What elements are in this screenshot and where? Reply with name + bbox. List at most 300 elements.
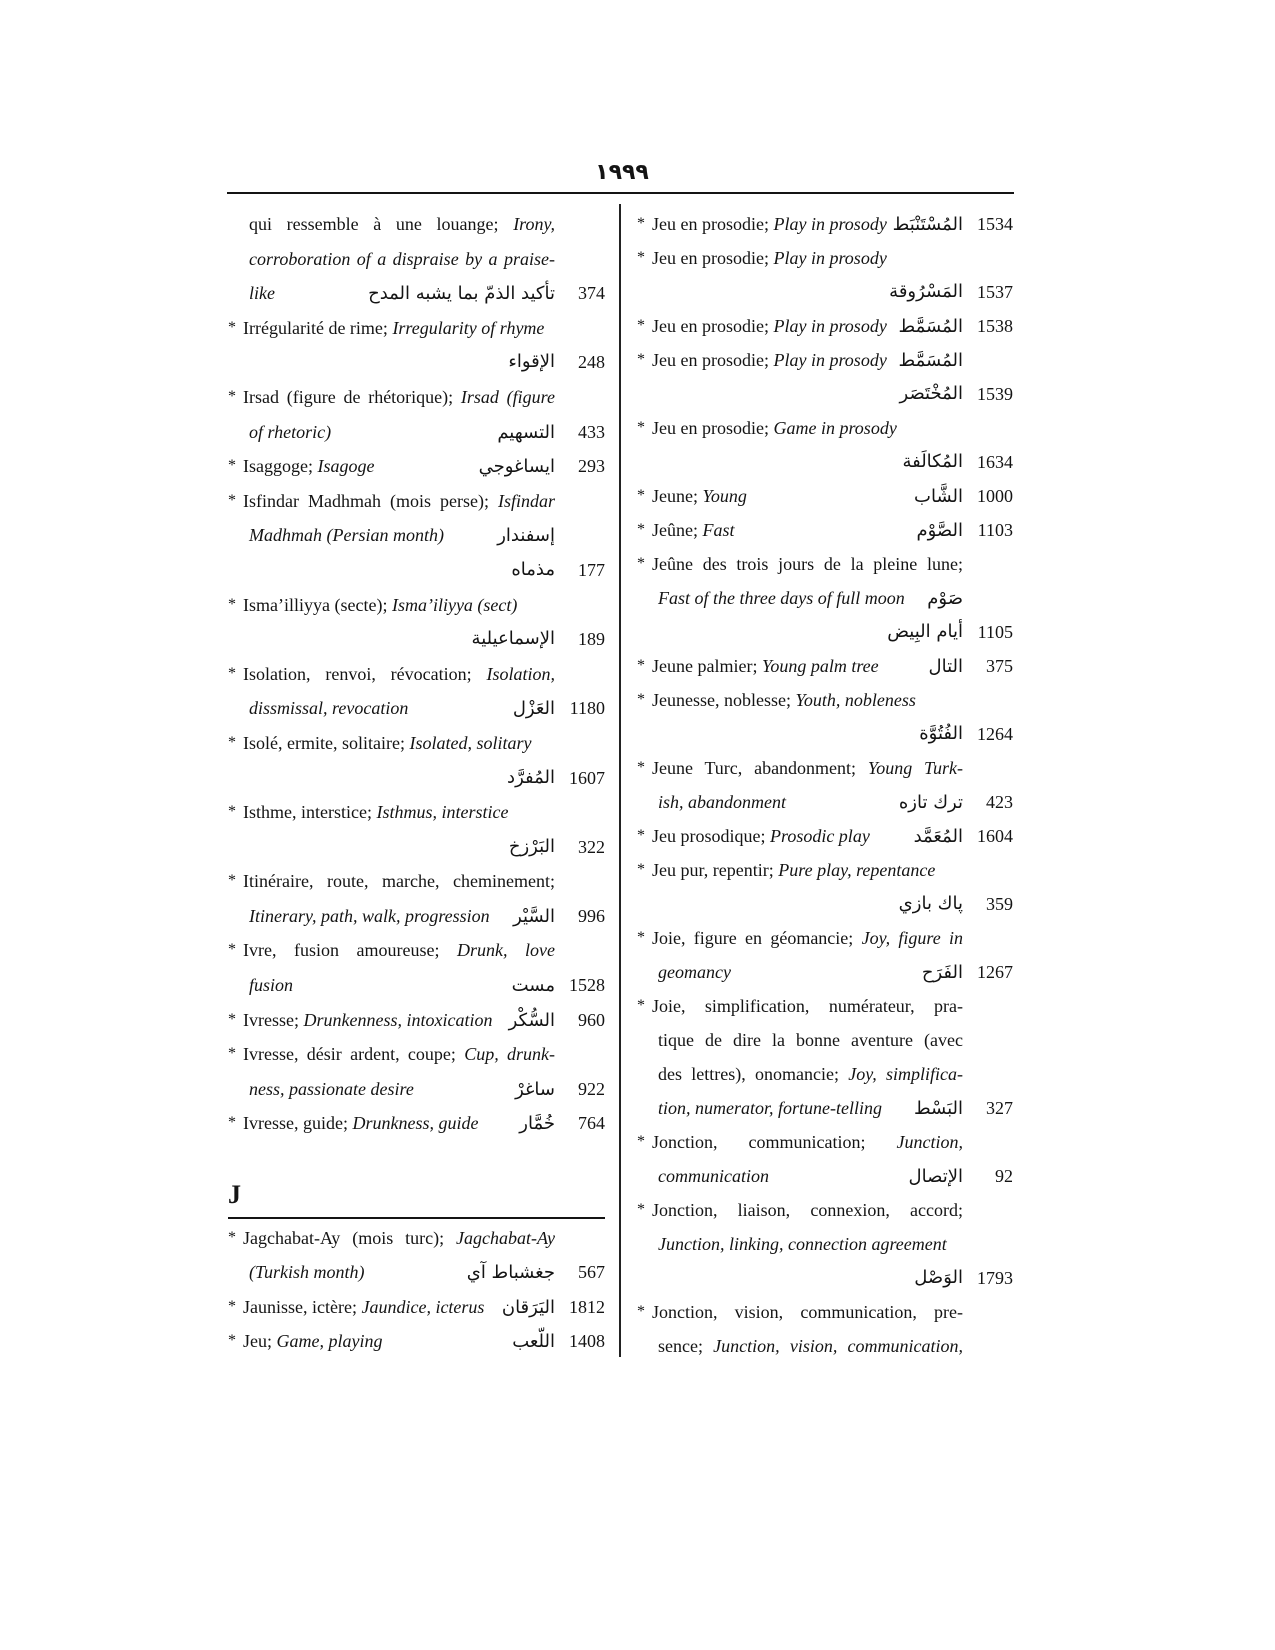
english-term: Joy, figure in <box>861 928 963 948</box>
entry-content <box>652 241 963 275</box>
entry-star-slot <box>637 717 652 751</box>
french-term: Jeu en prosodie; <box>652 248 769 268</box>
entry-text <box>243 1037 555 1072</box>
entry-text <box>243 795 508 830</box>
french-term: Isolé, ermite, solitaire; <box>243 732 405 753</box>
entry-content <box>243 726 555 761</box>
entry-reference-number <box>963 1193 1013 1227</box>
english-term: corroboration of a dispraise by a praise- <box>249 248 555 269</box>
arabic-term: المُكالَفة <box>902 451 963 472</box>
entry-text <box>243 933 555 968</box>
entry-star-slot <box>228 415 243 451</box>
entry-line <box>228 657 605 692</box>
entry-line <box>637 989 1013 1023</box>
entry-text <box>652 309 887 343</box>
entry-content <box>652 1329 963 1363</box>
english-term: Drunkness, guide <box>352 1113 479 1134</box>
english-term: Play in prosody <box>773 248 887 268</box>
entry-text <box>652 241 887 275</box>
entry-star: * <box>637 555 645 572</box>
entry-star: * <box>637 215 645 232</box>
arabic-term: السَّيْر <box>513 905 555 927</box>
entry-star-slot <box>228 899 243 935</box>
english-term: Fast of the three days of full moon <box>658 588 905 608</box>
entry-text <box>243 1324 382 1358</box>
arabic-term: ترك تازه <box>898 792 963 813</box>
section-j-entries <box>228 1221 605 1358</box>
entry-line <box>637 1023 1013 1057</box>
french-term: sence; <box>658 1336 703 1356</box>
entry-reference-number: 567 <box>578 1262 605 1283</box>
entry-reference-number <box>963 683 1013 717</box>
entry-text <box>243 899 490 934</box>
english-term: Jaundice, icterus <box>361 1296 485 1317</box>
arabic-term: الصَّوْم <box>916 520 963 541</box>
entry-star: * <box>228 1045 236 1063</box>
entry-content <box>652 751 963 785</box>
entry-line <box>228 553 605 588</box>
arabic-term: صَوْم <box>927 588 963 609</box>
entry-star-slot <box>637 275 652 309</box>
entry-reference-number <box>963 1227 1013 1261</box>
entry-content <box>243 484 555 519</box>
entry-text <box>652 513 735 547</box>
french-term: Jeu pur, repentir; <box>652 860 774 880</box>
section-rule <box>228 1217 605 1219</box>
entry-line <box>637 1057 1013 1091</box>
entry-content <box>652 649 963 684</box>
entry-content <box>243 242 555 277</box>
entry-content <box>652 479 963 514</box>
french-term: Isma’illiyya (secte); <box>243 594 388 615</box>
entry-star: * <box>228 491 236 509</box>
arabic-term: مست <box>511 975 555 997</box>
entry-content <box>652 377 963 411</box>
entry-star-slot <box>228 1072 243 1108</box>
french-term: Jonction, vision, communication, pre- <box>652 1302 963 1322</box>
arabic-term: مذماه <box>511 558 555 580</box>
english-term: Play in prosody <box>773 350 887 370</box>
english-term: Joy, simplifica- <box>848 1064 963 1084</box>
entry-line <box>228 449 605 484</box>
entry-line <box>637 343 1013 377</box>
entry-content <box>243 276 555 312</box>
entry-text <box>243 311 544 346</box>
entry-star-slot <box>637 1159 652 1194</box>
french-term: Jonction, communication; <box>652 1132 866 1152</box>
arabic-term: پاك بازي <box>898 893 963 914</box>
entry-star: * <box>228 733 236 751</box>
english-term: fusion <box>249 975 294 996</box>
entry-content <box>243 553 555 588</box>
entry-content <box>652 853 963 887</box>
english-term: Junction, <box>896 1132 963 1152</box>
entry-line <box>637 649 1013 683</box>
entry-reference-number: 375 <box>986 656 1013 676</box>
arabic-term: المُسَمَّط <box>898 350 963 371</box>
entry-text <box>652 751 963 785</box>
entry-content <box>652 1261 963 1295</box>
entry-star: * <box>637 419 645 436</box>
entry-line <box>637 1329 1013 1363</box>
arabic-term: البَسْط <box>913 1098 963 1119</box>
arabic-term: المُعَمَّد <box>913 826 963 847</box>
french-term: Jeûne; <box>652 520 698 540</box>
entry-star-slot <box>637 581 652 616</box>
entry-line <box>637 819 1013 853</box>
entry-star-slot <box>637 785 652 820</box>
english-term: Irsad (figure <box>460 386 555 407</box>
english-term: Game in prosody <box>773 418 897 438</box>
entry-reference-number: 1534 <box>977 214 1013 234</box>
entry-content <box>652 309 963 344</box>
entry-reference-number <box>963 547 1013 581</box>
english-term: Isthmus, interstice <box>376 802 509 823</box>
entry-line <box>637 683 1013 717</box>
entry-line <box>637 1125 1013 1159</box>
arabic-term: المُخْتَصَر <box>899 383 963 404</box>
entry-reference-number <box>963 751 1013 785</box>
entry-reference-number: 1537 <box>977 282 1013 302</box>
entry-reference-number: 1000 <box>977 486 1013 506</box>
french-term: Itinéraire, route, marche, cheminement; <box>243 871 555 892</box>
entry-content <box>652 513 963 548</box>
entry-line <box>228 1003 605 1038</box>
english-term: Jagchabat-Ay <box>456 1228 555 1248</box>
french-term: Irsad (figure de rhétorique); <box>243 386 454 407</box>
entry-reference-number <box>963 411 1013 445</box>
entry-text <box>652 853 935 887</box>
entry-line <box>637 1261 1013 1295</box>
french-term: Jeune; <box>652 486 698 506</box>
entry-content <box>652 445 963 479</box>
arabic-term: ساغرْ <box>515 1078 555 1100</box>
entry-line <box>228 761 605 796</box>
entry-content <box>243 345 555 380</box>
entry-line <box>228 1221 605 1255</box>
entry-star-slot <box>637 1227 652 1261</box>
entry-content <box>652 785 963 820</box>
entry-reference-number: 1528 <box>569 975 605 996</box>
entry-reference-number <box>963 1295 1013 1329</box>
entry-line <box>228 1255 605 1289</box>
entry-reference-number <box>555 933 605 968</box>
entry-content <box>652 411 963 445</box>
entry-line <box>228 1037 605 1072</box>
entry-line <box>637 1159 1013 1193</box>
entry-star-slot <box>228 345 243 380</box>
entry-star-slot <box>228 242 243 277</box>
entry-line <box>637 1193 1013 1227</box>
entry-line <box>228 622 605 657</box>
entry-text <box>243 1290 484 1324</box>
entry-content <box>243 761 555 796</box>
english-term: tion, numerator, fortune-telling <box>658 1098 882 1118</box>
arabic-term: الفَرَح <box>921 962 963 983</box>
entry-text <box>243 242 555 277</box>
entry-line <box>637 241 1013 275</box>
english-term: Itinerary, path, walk, progression <box>249 905 490 926</box>
english-term: Play in prosody <box>773 316 887 336</box>
entry-text <box>652 785 786 819</box>
french-term: Ivresse; <box>243 1009 299 1030</box>
entry-text <box>652 343 887 377</box>
english-term: Isma’iliyya (sect) <box>391 594 518 615</box>
entry-content <box>652 955 963 990</box>
entry-content <box>652 1023 963 1057</box>
entry-content <box>652 207 963 242</box>
english-term: Young Turk- <box>867 758 963 778</box>
entry-text <box>243 726 531 761</box>
entry-content <box>243 1324 555 1359</box>
entry-reference-number: 327 <box>986 1098 1013 1118</box>
entry-content <box>243 1255 555 1290</box>
french-term: Isthme, interstice; <box>243 802 372 823</box>
french-term: Jagchabat-Ay (mois turc); <box>243 1228 445 1248</box>
entry-reference-number <box>963 853 1013 887</box>
entry-star: * <box>228 595 236 613</box>
entry-text <box>243 1221 555 1255</box>
entry-reference-number <box>555 1037 605 1072</box>
entry-text <box>243 380 555 415</box>
entry-content <box>652 887 963 921</box>
entry-line <box>637 615 1013 649</box>
entry-star-slot <box>637 1023 652 1057</box>
entry-content <box>652 581 963 616</box>
entry-line <box>228 518 605 553</box>
entry-star: * <box>637 351 645 368</box>
entry-content <box>243 1106 555 1142</box>
entry-star: * <box>228 387 236 405</box>
entry-reference-number: 433 <box>578 421 605 442</box>
entry-reference-number: 960 <box>578 1009 605 1030</box>
entry-reference-number <box>555 311 605 346</box>
entry-reference-number: 322 <box>578 836 605 857</box>
entry-content <box>243 622 555 657</box>
entry-content <box>243 415 555 451</box>
entry-star-slot <box>228 761 243 796</box>
entry-reference-number <box>963 989 1013 1023</box>
entry-reference-number <box>555 864 605 899</box>
entry-content <box>243 968 555 1004</box>
entry-star: * <box>637 929 645 946</box>
entry-reference-number <box>555 1221 605 1255</box>
entry-line <box>637 207 1013 241</box>
entry-star: * <box>637 657 645 674</box>
entry-star: * <box>637 1201 645 1218</box>
entry-reference-number <box>555 795 605 830</box>
entry-line <box>637 309 1013 343</box>
header-rule <box>227 192 1014 194</box>
entry-text <box>652 955 731 989</box>
entry-star-slot <box>637 887 652 921</box>
entry-line <box>228 242 605 277</box>
entry-content <box>243 830 555 865</box>
entry-reference-number <box>555 484 605 519</box>
entry-text <box>652 479 747 513</box>
entry-star: * <box>228 941 236 959</box>
english-term: Isolation, <box>486 663 555 684</box>
entry-line <box>637 445 1013 479</box>
entry-star: * <box>637 691 645 708</box>
entry-reference-number: 1267 <box>977 962 1013 982</box>
english-term: Madhmah (Persian month) <box>249 525 444 546</box>
entry-star-slot <box>228 622 243 657</box>
entry-reference-number: 423 <box>986 792 1013 812</box>
arabic-term: المَسْرُوقة <box>889 281 963 302</box>
entry-content <box>243 1290 555 1325</box>
french-term: qui ressemble à une louange; <box>249 214 499 234</box>
entry-text <box>652 1125 963 1159</box>
entry-content <box>243 933 555 968</box>
french-term: Jeunesse, noblesse; <box>652 690 791 710</box>
arabic-term: المُفرَّد <box>507 766 555 788</box>
entry-line <box>637 751 1013 785</box>
english-term: Drunkenness, intoxication <box>303 1009 493 1030</box>
entry-content <box>243 657 555 692</box>
arabic-term: الإسماعيلية <box>471 628 555 650</box>
english-term: Junction, linking, connection agreement <box>658 1234 947 1254</box>
french-term: Jeu; <box>243 1330 272 1351</box>
entry-star-slot <box>228 830 243 865</box>
entry-reference-number: 1408 <box>569 1330 605 1351</box>
entry-line <box>228 207 605 242</box>
entry-reference-number: 189 <box>578 629 605 650</box>
french-term: Jeune Turc, abandonment; <box>652 758 857 778</box>
entry-reference-number: 1103 <box>977 520 1013 540</box>
entry-content <box>652 1295 963 1329</box>
entry-text <box>243 207 555 242</box>
arabic-term: اليَرَقان <box>501 1296 555 1318</box>
entry-reference-number: 374 <box>578 283 605 304</box>
entry-text <box>652 1193 963 1227</box>
entry-reference-number: 1607 <box>569 767 605 788</box>
entry-content <box>652 819 963 854</box>
entry-text <box>243 518 444 553</box>
entry-star: * <box>228 318 236 336</box>
french-term: Jeu en prosodie; <box>652 214 769 234</box>
entry-star-slot <box>637 1261 652 1295</box>
entry-line <box>228 795 605 830</box>
entry-text <box>243 449 374 484</box>
arabic-term: المُسْتَنْبَط <box>892 214 963 235</box>
french-term: Jeûne des trois jours de la pleine lune; <box>652 554 963 574</box>
entry-reference-number: 1539 <box>977 384 1013 404</box>
entry-line <box>637 717 1013 751</box>
entry-star: * <box>637 861 645 878</box>
entry-star: * <box>228 1229 236 1246</box>
entry-reference-number <box>963 581 1013 616</box>
arabic-term: الإتصال <box>908 1166 963 1187</box>
entry-text <box>652 1057 963 1091</box>
entry-star-slot <box>637 955 652 990</box>
french-term: Irrégularité de rime; <box>243 317 388 338</box>
entry-content <box>652 989 963 1023</box>
english-term: Drunk, love <box>457 940 555 961</box>
entry-reference-number: 1812 <box>569 1296 605 1317</box>
entry-text <box>652 1329 963 1363</box>
entry-content <box>243 207 555 242</box>
page-number: ١٩٩٩ <box>595 160 649 185</box>
arabic-term: اللّعب <box>512 1330 555 1352</box>
entry-content <box>243 518 555 554</box>
english-term: ness, passionate desire <box>249 1078 414 1099</box>
english-term: Prosodic play <box>769 826 870 846</box>
entry-content <box>243 311 555 346</box>
entry-line <box>228 345 605 380</box>
arabic-term: التسهيم <box>497 421 555 443</box>
entry-reference-number <box>555 726 605 761</box>
entry-star: * <box>637 997 645 1014</box>
french-term: Jeune palmier; <box>652 656 758 676</box>
entry-text <box>652 411 897 445</box>
entry-line <box>228 588 605 623</box>
entry-content <box>652 1057 963 1091</box>
entry-content <box>243 1072 555 1108</box>
entry-reference-number: 1634 <box>977 452 1013 472</box>
entry-content <box>243 795 555 830</box>
entry-star: * <box>637 1133 645 1150</box>
entry-star-slot <box>228 1255 243 1290</box>
entry-content <box>652 547 963 581</box>
english-term: Irony, <box>513 214 556 234</box>
entry-reference-number <box>963 1329 1013 1363</box>
entry-star: * <box>228 803 236 821</box>
english-term: dissmissal, revocation <box>249 698 409 719</box>
french-term: Joie, simplification, numérateur, pra- <box>652 996 963 1016</box>
entry-reference-number <box>555 380 605 415</box>
english-term: ish, abandonment <box>658 792 786 812</box>
entry-content <box>652 1193 963 1227</box>
entry-star-slot <box>228 518 243 554</box>
french-term: Ivre, fusion amoureuse; <box>243 940 440 961</box>
arabic-term: تأكيد الذمّ بما يشبه المدح <box>368 283 555 305</box>
entry-text <box>652 683 916 717</box>
entry-line <box>637 275 1013 309</box>
entry-content <box>652 717 963 751</box>
entry-star: * <box>637 1303 645 1320</box>
entry-line <box>637 853 1013 887</box>
french-term: Joie, figure en géomancie; <box>652 928 854 948</box>
entry-reference-number <box>555 588 605 623</box>
arabic-term: الإقواء <box>508 351 555 373</box>
entry-content <box>243 1037 555 1072</box>
entry-reference-number: 1538 <box>977 316 1013 336</box>
entry-line <box>637 921 1013 955</box>
entry-star: * <box>228 872 236 890</box>
french-term: Jeu en prosodie; <box>652 316 769 336</box>
entry-reference-number <box>555 242 605 277</box>
entry-reference-number: 764 <box>578 1113 605 1134</box>
entry-star-slot <box>228 553 243 588</box>
entry-line <box>637 411 1013 445</box>
english-term: Fast <box>702 520 735 540</box>
entry-line <box>637 1091 1013 1125</box>
entry-star: * <box>228 664 236 682</box>
entry-line <box>228 933 605 968</box>
entry-text <box>652 819 870 853</box>
entry-text <box>243 276 275 311</box>
arabic-term: ايساغوجي <box>478 456 555 478</box>
column-divider <box>619 204 621 1357</box>
entry-star-slot <box>637 1329 652 1363</box>
entry-reference-number: 1105 <box>977 622 1013 642</box>
entry-text <box>243 415 331 450</box>
entry-line <box>637 513 1013 547</box>
entry-content <box>243 449 555 485</box>
entry-star-slot <box>637 1091 652 1126</box>
entry-text <box>652 1091 882 1125</box>
